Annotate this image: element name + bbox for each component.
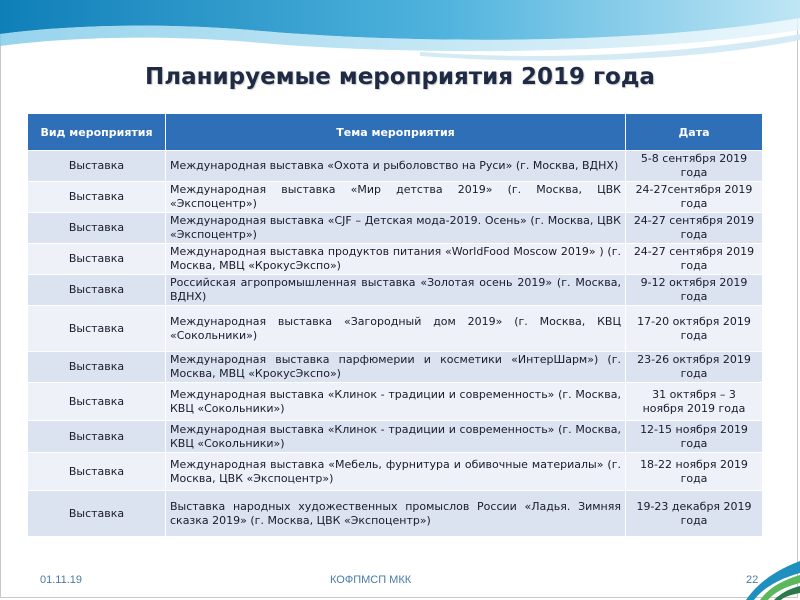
event-type-cell: Выставка — [28, 352, 166, 383]
event-date-cell: 24-27сентября 2019 года — [626, 182, 763, 213]
event-type-cell: Выставка — [28, 383, 166, 421]
event-type-cell: Выставка — [28, 421, 166, 453]
event-topic-cell: Международная выставка парфюмерии и косметики «ИнтерШарм») (г. Москва, МВЦ «КрокусЭкспо») — [166, 352, 626, 383]
table-header-row — [28, 114, 763, 151]
table-row — [28, 383, 763, 421]
header-wave-decoration — [0, 0, 800, 70]
event-type-cell: Выставка — [28, 213, 166, 244]
table-row — [28, 275, 763, 306]
event-type-cell: Выставка — [28, 453, 166, 491]
event-date-cell: 24-27 сентября 2019 года — [626, 244, 763, 275]
table-row — [28, 213, 763, 244]
page-title: Планируемые мероприятия 2019 года — [145, 64, 655, 90]
logo-icon — [746, 553, 800, 600]
footer-date: 01.11.19 — [40, 574, 83, 586]
event-date-cell: 31 октября – 3 ноября 2019 года — [626, 383, 763, 421]
table-row — [28, 306, 763, 352]
event-type-cell: Выставка — [28, 182, 166, 213]
event-topic-cell: Международная выставка «Охота и рыболовство на Руси» (г. Москва, ВДНХ) — [166, 151, 626, 182]
table-row — [28, 182, 763, 213]
event-date-cell: 23-26 октября 2019 года — [626, 352, 763, 383]
table-body — [28, 151, 763, 537]
event-topic-cell: Международная выставка «Мебель, фурнитура и обивочные материалы» (г. Москва, ЦВК «Экспоцентр») — [166, 453, 626, 491]
event-date-cell: 5-8 сентября 2019 года — [626, 151, 763, 182]
event-topic-cell: Международная выставка «Клинок - традиции и современность» (г. Москва, КВЦ «Сокольники») — [166, 421, 626, 453]
footer-organization: КОФПМСП МКК — [330, 574, 412, 586]
event-topic-cell: Международная выставка «Мир детства 2019» (г. Москва, ЦВК «Экспоцентр») — [166, 182, 626, 213]
column-header-topic: Тема мероприятия — [166, 114, 626, 151]
event-type-cell: Выставка — [28, 244, 166, 275]
event-date-cell: 24-27 сентября 2019 года — [626, 213, 763, 244]
event-topic-cell: Международная выставка «Загородный дом 2019» (г. Москва, КВЦ «Сокольники») — [166, 306, 626, 352]
table-row — [28, 244, 763, 275]
event-topic-cell: Российская агропромышленная выставка «Золотая осень 2019» (г. Москва, ВДНХ) — [166, 275, 626, 306]
event-type-cell: Выставка — [28, 275, 166, 306]
events-table — [27, 113, 763, 537]
table-row — [28, 352, 763, 383]
event-date-cell: 19-23 декабря 2019 года — [626, 491, 763, 537]
table-row — [28, 453, 763, 491]
event-date-cell: 12-15 ноября 2019 года — [626, 421, 763, 453]
event-topic-cell: Международная выставка «CJF – Детская мода-2019. Осень» (г. Москва, ЦВК «Экспоцентр») — [166, 213, 626, 244]
event-type-cell: Выставка — [28, 151, 166, 182]
event-type-cell: Выставка — [28, 306, 166, 352]
table-row — [28, 421, 763, 453]
column-header-type: Вид мероприятия — [28, 114, 166, 151]
event-topic-cell: Выставка народных художественных промыслов России «Ладья. Зимняя сказка 2019» (г. Москва, ЦВК «Экспоцентр») — [166, 491, 626, 537]
footer-page-number: 22 — [746, 574, 759, 586]
table-row — [28, 491, 763, 537]
event-date-cell: 9-12 октября 2019 года — [626, 275, 763, 306]
event-type-cell: Выставка — [28, 491, 166, 537]
event-date-cell: 17-20 октября 2019 года — [626, 306, 763, 352]
column-header-date: Дата — [626, 114, 763, 151]
table-row — [28, 151, 763, 182]
event-topic-cell: Международная выставка продуктов питания «WorldFood Moscow 2019» ) (г. Москва, МВЦ «КрокусЭкспо») — [166, 244, 626, 275]
event-topic-cell: Международная выставка «Клинок - традиции и современность» (г. Москва, КВЦ «Сокольники») — [166, 383, 626, 421]
event-date-cell: 18-22 ноября 2019 года — [626, 453, 763, 491]
